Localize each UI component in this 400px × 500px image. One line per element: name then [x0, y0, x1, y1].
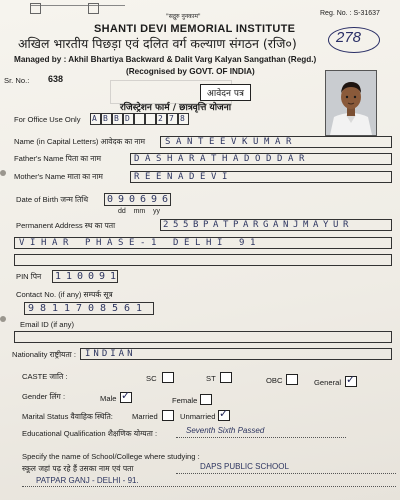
name-char: E — [209, 137, 217, 147]
address-char: H — [41, 238, 49, 248]
application-title: आवेदन पत्र — [200, 84, 251, 101]
caste-label: CASTE जाति : — [22, 372, 68, 381]
circled-number-text: 278 — [336, 29, 362, 46]
address-char: P — [233, 220, 241, 230]
father-char: H — [167, 154, 175, 164]
address-char: S — [118, 238, 126, 248]
dob-char: 6 — [140, 194, 148, 205]
pin-box-row[interactable] — [52, 270, 118, 283]
name-char: N — [187, 137, 195, 147]
address-char: I — [30, 238, 38, 248]
address-char: L — [195, 238, 203, 248]
name-char: S — [165, 137, 173, 147]
marital-married-checkbox[interactable] — [162, 410, 174, 421]
mother-char: E — [145, 172, 153, 182]
father-char: D — [134, 154, 142, 164]
nationality-value: INDIAN — [85, 349, 136, 359]
address-char: T — [223, 220, 231, 230]
mother-char: E — [200, 172, 208, 182]
address-char: R — [63, 238, 71, 248]
registration-title: रजिस्ट्रेशन फार्म / छात्रवृत्ति योजना — [120, 103, 232, 113]
father-char: H — [222, 154, 230, 164]
top-checkbox-strip — [30, 5, 125, 16]
mother-char: A — [178, 172, 186, 182]
father-char: D — [266, 154, 274, 164]
dob-box-row[interactable] — [104, 193, 171, 206]
school-hindi-label: स्कूल जहां पढ़ रहे हैं उसका नाम एवं पता — [22, 464, 134, 473]
father-name-label: Father's Name पिता का नाम — [14, 154, 101, 163]
sr-number-label: Sr. No.: — [4, 76, 30, 85]
address-char: A — [213, 220, 221, 230]
address-line-3-row[interactable] — [14, 254, 392, 266]
caste-option-obc: OBC — [266, 376, 283, 385]
address-char: A — [243, 220, 251, 230]
office-code-box[interactable]: D — [123, 113, 134, 125]
punch-hole-bottom — [0, 316, 6, 322]
address-char: R — [343, 220, 351, 230]
father-name-box-row[interactable] — [130, 153, 392, 165]
father-char: R — [189, 154, 197, 164]
address-char: E — [184, 238, 192, 248]
address-line-2-row[interactable] — [14, 237, 392, 249]
name-char: M — [264, 137, 272, 147]
mother-char: N — [167, 172, 175, 182]
school-name-value: DAPS PUBLIC SCHOOL — [200, 462, 289, 471]
father-char: A — [233, 154, 241, 164]
contact-char: 9 — [28, 303, 36, 314]
father-char: T — [211, 154, 219, 164]
gender-option-male: Male — [100, 394, 117, 403]
address-char: 2 — [163, 220, 171, 230]
name-char: R — [286, 137, 294, 147]
address-char: - — [140, 238, 148, 248]
hindi-organisation-name: अखिल भारतीय पिछड़ा एवं दलित वर्ग कल्याण संगठन (रजि०) — [18, 36, 297, 51]
pin-char: 0 — [77, 271, 85, 282]
office-code-box[interactable] — [134, 113, 145, 125]
marital-unmarried-tick-icon: ✓ — [219, 408, 229, 420]
address-char: M — [303, 220, 311, 230]
address-char: P — [85, 238, 93, 248]
marital-option-unmarried: Unmarried — [180, 412, 216, 421]
contact-char: 1 — [52, 303, 60, 314]
email-box-row-1[interactable] — [14, 331, 392, 343]
pin-char: 1 — [55, 271, 63, 282]
father-char: D — [277, 154, 285, 164]
top-strip-box-2 — [88, 3, 99, 14]
nationality-label: Nationality राष्ट्रीयता : — [12, 350, 76, 359]
school-line-2 — [22, 486, 396, 487]
address-char: 1 — [250, 238, 258, 248]
office-code-box[interactable]: A — [90, 113, 101, 125]
address-char: A — [273, 220, 281, 230]
dob-char: 0 — [107, 194, 115, 205]
caste-sc-checkbox[interactable] — [162, 372, 174, 383]
contact-char: 6 — [124, 303, 132, 314]
caste-obc-checkbox[interactable] — [286, 374, 298, 385]
top-strip-box-1 — [30, 3, 41, 14]
address-char: P — [203, 220, 211, 230]
education-value: Seventh Sixth Passed — [186, 426, 265, 435]
caste-general-tick-icon: ✓ — [346, 374, 356, 386]
mother-name-box-row[interactable] — [130, 171, 392, 183]
education-label: Educational Qualification शैक्षणिक योग्यता : — [22, 429, 158, 438]
address-char: Y — [323, 220, 331, 230]
father-char: S — [156, 154, 164, 164]
motto: "सद्गुरु नुनकाम" — [166, 13, 201, 20]
address-char: D — [173, 238, 181, 248]
office-code-box[interactable]: 8 — [178, 113, 189, 125]
recognition-line: (Recognised by GOVT. OF INDIA) — [126, 67, 255, 76]
gender-label: Gender लिंग : — [22, 392, 66, 401]
name-label: Name (in Capital Letters) आवेदक का नाम — [14, 137, 146, 146]
caste-option-sc: SC — [146, 374, 157, 383]
contact-char: 0 — [88, 303, 96, 314]
dob-char: 9 — [118, 194, 126, 205]
office-code-box[interactable] — [145, 113, 156, 125]
sr-number-value: 638 — [48, 74, 64, 84]
address-char: U — [333, 220, 341, 230]
office-code-box[interactable]: 2 — [156, 113, 167, 125]
address-char: I — [217, 238, 225, 248]
address-line-1-row[interactable] — [160, 219, 392, 231]
pin-char: 0 — [88, 271, 96, 282]
managed-by: Managed by : Akhil Bhartiya Backward & Dalit Varg Kalyan Sangathan (Regd.) — [14, 55, 317, 64]
caste-option-st: ST — [206, 374, 216, 383]
reg-number: Reg. No. : S-31637 — [320, 10, 380, 17]
father-char: D — [244, 154, 252, 164]
caste-option-general: General — [314, 378, 342, 387]
name-char: U — [253, 137, 261, 147]
contact-char: 5 — [112, 303, 120, 314]
marital-label: Marital Status वैवाहिक स्थिति: — [22, 412, 113, 421]
name-char: V — [231, 137, 239, 147]
contact-char: 8 — [100, 303, 108, 314]
contact-char: 7 — [76, 303, 84, 314]
address-char: 5 — [173, 220, 181, 230]
address-char: H — [96, 238, 104, 248]
address-char: G — [263, 220, 271, 230]
office-code-box[interactable]: 7 — [167, 113, 178, 125]
marital-option-married: Married — [132, 412, 158, 421]
dob-char: 0 — [129, 194, 137, 205]
mother-char: I — [222, 172, 230, 182]
mother-char: D — [189, 172, 197, 182]
pin-label: PIN पिन — [16, 272, 42, 281]
office-code-box[interactable]: B — [112, 113, 123, 125]
address-char: A — [313, 220, 321, 230]
address-char: N — [283, 220, 291, 230]
pin-char: 9 — [99, 271, 107, 282]
contact-box-row[interactable] — [24, 302, 154, 315]
email-label: Email ID (if any) — [20, 320, 75, 329]
address-char: 9 — [239, 238, 247, 248]
address-char: V — [19, 238, 27, 248]
contact-label: Contact No. (if any) सम्पर्क सूत्र — [16, 290, 113, 299]
school-label: Specify the name of School/College where studying : — [22, 452, 200, 461]
education-line — [176, 437, 346, 438]
address-char: 5 — [183, 220, 191, 230]
address-char: B — [193, 220, 201, 230]
gender-male-tick-icon: ✓ — [121, 390, 131, 402]
contact-char: 1 — [64, 303, 72, 314]
name-box-row[interactable] — [160, 136, 392, 148]
address-char: J — [293, 220, 301, 230]
applicant-photo — [325, 70, 377, 136]
dob-char: 9 — [151, 194, 159, 205]
name-char: E — [220, 137, 228, 147]
caste-st-checkbox[interactable] — [220, 372, 232, 383]
address-char: 1 — [151, 238, 159, 248]
photo-portrait — [326, 71, 376, 135]
address-char: E — [129, 238, 137, 248]
mother-name-label: Mother's Name माता का नाम — [14, 172, 103, 181]
name-char: K — [242, 137, 250, 147]
contact-char: 1 — [136, 303, 144, 314]
punch-hole-top — [0, 170, 6, 176]
dob-format-hint: dd mm yy — [118, 208, 161, 215]
address-char: R — [253, 220, 261, 230]
address-label: Permanent Address स्थ का पता — [16, 221, 116, 230]
father-char: A — [178, 154, 186, 164]
father-char: A — [288, 154, 296, 164]
pin-char: 1 — [66, 271, 74, 282]
father-char: A — [145, 154, 153, 164]
dob-char: 6 — [162, 194, 170, 205]
name-char: T — [198, 137, 206, 147]
gender-option-female: Female — [172, 396, 198, 405]
address-char: A — [107, 238, 115, 248]
father-char: R — [299, 154, 307, 164]
school-line-1 — [176, 473, 396, 474]
father-char: O — [255, 154, 263, 164]
dob-label: Date of Birth जन्म तिथि — [16, 195, 89, 204]
pin-char: 1 — [110, 271, 118, 282]
school-address-value: PATPAR GANJ - DELHI - 91. — [36, 476, 139, 485]
name-char: A — [176, 137, 184, 147]
office-use-label: For Office Use Only — [14, 115, 81, 124]
address-char: A — [52, 238, 60, 248]
office-code-box[interactable]: B — [101, 113, 112, 125]
name-char: A — [275, 137, 283, 147]
gender-female-checkbox[interactable] — [200, 394, 212, 405]
nationality-box-row[interactable] — [80, 348, 392, 360]
contact-char: 8 — [40, 303, 48, 314]
mother-char: V — [211, 172, 219, 182]
institute-name: SHANTI DEVI MEMORIAL INSTITUTE — [94, 23, 296, 35]
address-char: H — [206, 238, 214, 248]
father-char: A — [200, 154, 208, 164]
mother-char: E — [156, 172, 164, 182]
mother-char: R — [134, 172, 142, 182]
